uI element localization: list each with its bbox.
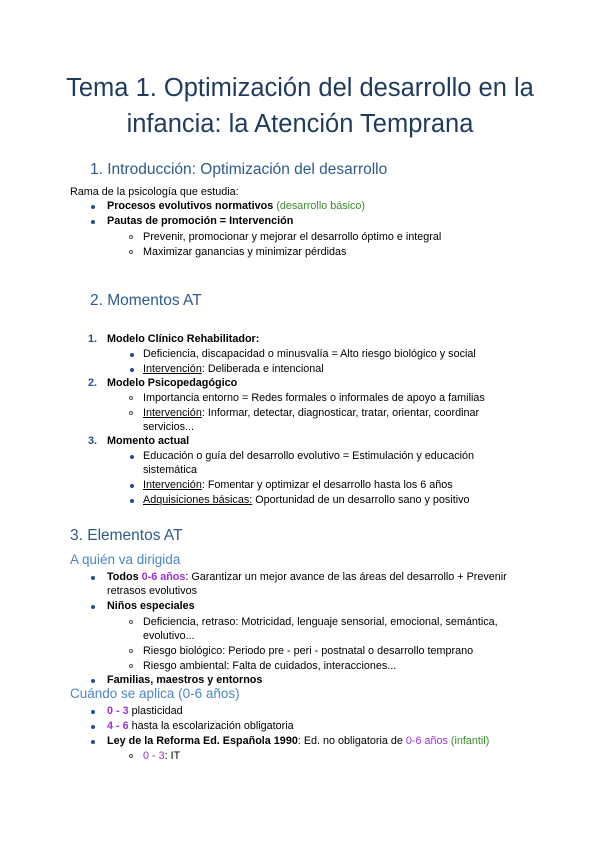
list-item-intervencion-3 xyxy=(143,478,453,492)
bullet-dot-icon xyxy=(91,710,95,714)
list-item-modelo-clinico: Modelo Clínico Rehabilitador: xyxy=(107,333,260,345)
bullet-circle-icon xyxy=(129,664,133,668)
list-item-educacion-cont: sistemática xyxy=(143,464,198,476)
list-number: 3. xyxy=(88,435,98,447)
bullet-circle-icon xyxy=(129,250,133,254)
list-item-familias: Familias, maestros y entornos xyxy=(107,674,263,686)
title-line-2: infancia: la Atención Temprana xyxy=(126,110,474,138)
age-range-text: hasta la escolarización obligatoria xyxy=(128,720,294,732)
todos-label: Todos xyxy=(107,571,139,583)
bullet-circle-icon xyxy=(129,649,133,653)
list-item-ley-reforma xyxy=(107,734,489,748)
list-number: 1. xyxy=(88,333,98,345)
intervencion-text: : Informar, detectar, diagnosticar, tratar, orientar, coordinar xyxy=(201,407,480,419)
age-range-text: : IT xyxy=(164,750,181,762)
list-item-riesgo-ambiental: Riesgo ambiental: Falta de cuidados, interacciones... xyxy=(143,660,397,672)
bullet-dot-icon xyxy=(130,368,134,372)
list-item-intervencion-2-cont: servicios... xyxy=(143,421,194,433)
bullet-circle-icon xyxy=(129,235,133,239)
bullet-dot-icon xyxy=(91,205,95,209)
bullet-circle-icon xyxy=(129,396,133,400)
cuando-text: Cuándo se aplica ( xyxy=(70,686,183,701)
document-title xyxy=(40,70,560,142)
ley-text: : Ed. no obligatoria de xyxy=(297,735,406,747)
ley-age: 0-6 años xyxy=(405,735,448,747)
list-item-modelo-psicopedagogico: Modelo Psicopedagógico xyxy=(107,377,238,389)
list-item-ninos-especiales: Niños especiales xyxy=(107,600,195,612)
intervencion-text: : Fomentar y optimizar el desarrollo hasta los 6 años xyxy=(201,479,453,491)
subheading-cuando xyxy=(70,686,240,701)
bullet-circle-icon xyxy=(129,754,133,758)
age-range: 0 - 3 xyxy=(107,705,129,717)
age-range: 4 - 6 xyxy=(107,720,129,732)
bullet-dot-icon xyxy=(91,725,95,729)
age-range: 0 - 3 xyxy=(143,750,165,762)
list-item-0-3 xyxy=(107,704,183,718)
intervencion-label: Intervención xyxy=(143,479,202,491)
bullet-dot-icon xyxy=(130,484,134,488)
heading-momentos: 2. Momentos AT xyxy=(90,292,202,309)
intervencion-label: Intervención xyxy=(143,407,202,419)
list-item-intervencion-2 xyxy=(143,406,479,420)
bullet-circle-icon xyxy=(129,620,133,624)
list-item-maximizar: Maximizar ganancias y minimizar pérdidas xyxy=(143,246,347,258)
heading-introduccion: 1. Introducción: Optimización del desarrollo xyxy=(90,161,388,178)
ley-label: Ley de la Reforma Ed. Española 1990 xyxy=(107,735,298,747)
list-item-deficiencia-retraso: Deficiencia, retraso: Motricidad, lenguaje sensorial, emocional, semántica, xyxy=(143,616,498,628)
list-item-4-6 xyxy=(107,719,294,733)
procesos-note: (desarrollo básico) xyxy=(276,200,366,212)
bullet-dot-icon xyxy=(130,455,134,459)
bullet-dot-icon xyxy=(91,220,95,224)
adquisiciones-text: Oportunidad de un desarrollo sano y positivo xyxy=(252,494,470,506)
list-item-deficiencia: Deficiencia, discapacidad o minusvalía = Alto riesgo biológico y social xyxy=(143,348,476,360)
list-item-pautas: Pautas de promoción = Intervención xyxy=(107,215,294,227)
list-item-adquisiciones xyxy=(143,493,470,507)
bullet-circle-icon xyxy=(129,411,133,415)
bullet-dot-icon xyxy=(130,353,134,357)
ley-note: (infantil) xyxy=(447,735,490,747)
bullet-dot-icon xyxy=(91,740,95,744)
list-item-momento-actual: Momento actual xyxy=(107,435,190,447)
subheading-a-quien: A quién va dirigida xyxy=(70,552,181,567)
list-item-todos-cont: retrasos evolutivos xyxy=(107,585,198,597)
todos-age: 0-6 años xyxy=(141,571,186,583)
list-item-procesos xyxy=(107,199,365,213)
list-item-educacion: Educación o guía del desarrollo evolutivo = Estimulación y educación xyxy=(143,450,475,462)
bullet-dot-icon xyxy=(130,499,134,503)
list-number: 2. xyxy=(88,377,98,389)
list-item-intervencion-1 xyxy=(143,362,324,376)
procesos-label: Procesos evolutivos normativos xyxy=(107,200,274,212)
title-line-1: Tema 1. Optimización del desarrollo en la xyxy=(66,74,534,102)
list-item-importancia: Importancia entorno = Redes formales o informales de apoyo a familias xyxy=(143,392,485,404)
adquisiciones-label: Adquisiciones básicas: xyxy=(143,494,253,506)
list-item-todos xyxy=(107,570,507,584)
cuando-age: 0-6 años xyxy=(182,686,236,701)
intro-text: Rama de la psicología que estudia: xyxy=(70,186,239,198)
list-item-prevenir: Prevenir, promocionar y mejorar el desarrollo óptimo e integral xyxy=(143,231,442,243)
bullet-dot-icon xyxy=(91,605,95,609)
cuando-close: ) xyxy=(235,686,240,701)
intervencion-text: : Deliberada e intencional xyxy=(201,363,324,375)
bullet-dot-icon xyxy=(91,679,95,683)
todos-text: : Garantizar un mejor avance de las áreas del desarrollo + Prevenir xyxy=(185,571,507,583)
age-range-text: plasticidad xyxy=(128,705,183,717)
intervencion-label: Intervención xyxy=(143,363,202,375)
list-item-riesgo-biologico: Riesgo biológico: Periodo pre - peri - postnatal o desarrollo temprano xyxy=(143,645,474,657)
bullet-dot-icon xyxy=(91,576,95,580)
heading-elementos: 3. Elementos AT xyxy=(70,527,183,544)
list-item-0-3-it xyxy=(143,749,180,763)
list-item-deficiencia-retraso-cont: evolutivo... xyxy=(143,630,195,642)
